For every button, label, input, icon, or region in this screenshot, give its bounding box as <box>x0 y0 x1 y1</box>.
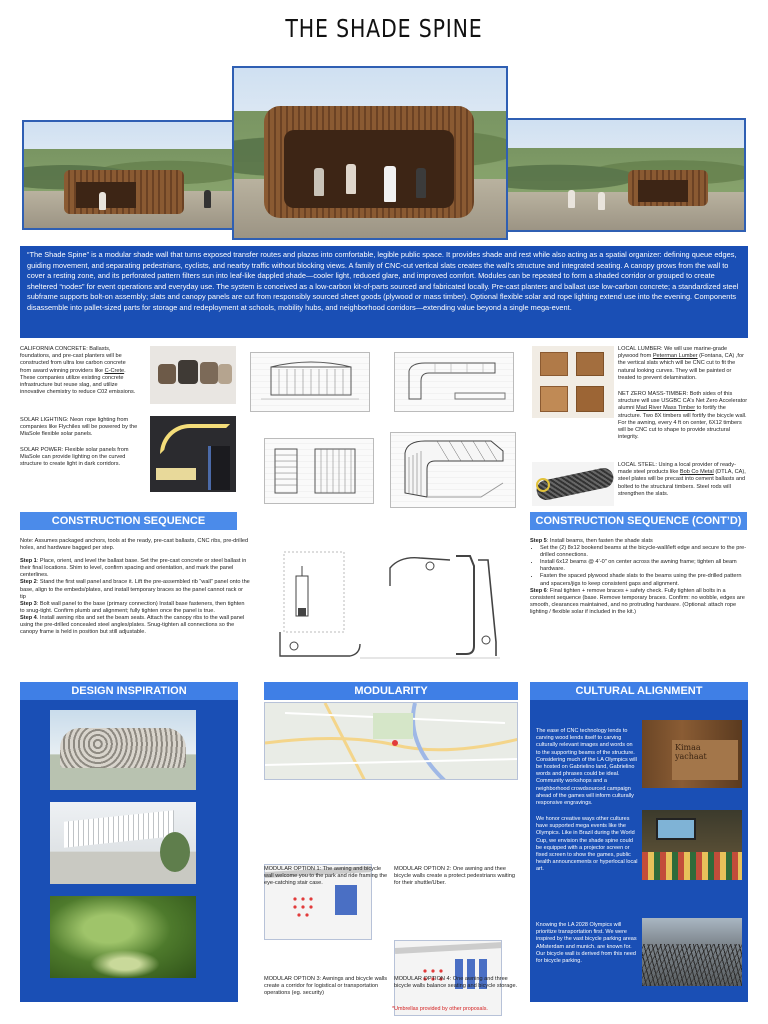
bob-co-metal-link[interactable]: Bob Co Metal <box>679 469 714 476</box>
modularity-map <box>264 702 518 780</box>
axonometric-drawing <box>390 432 516 508</box>
cultural-paragraph-3: Knowing the LA 2028 Olympics will prioritize transportation first. We were inspired by the vast bicycle parking areas AMsterdam and munich. are known for. Our bicycle wall is derived from this need for bicycle parking. <box>536 922 637 965</box>
cultural-paragraph-1: The ease of CNC technology lends to carving wood lends itself to carving culturally relevant images and words on to the supporting beams of the structure. Considering much of the LA Olympics will be hosted on Gabrielino land, Gabrielino words and phrases could be ideal. Community workshops and a neighborhood crowdsourced campaign ahead of the games will inform culturally responsive engravings. <box>536 728 637 807</box>
hero-photo-right <box>506 118 746 232</box>
steel-photo <box>532 462 614 506</box>
intro-paragraph: “The Shade Spine” is a modular shade wall that turns exposed transfer routes and plazas into comfortable, legible public space. It provides shade and rest while also acting as a spatial organizer: defining queue edges, guiding movement, and separating pedestrians, cyclists, and nearby traffic without blocking views. A family of CNC-cut vertical slats creates the wall’s structure and integrated seating. A canopy grows from the wall to cover a resting zone, and its perforated pattern filters sun into leaf-like dappled shade—cooler light, reduced glare, and improved comfort. Modules can be repeated to form a shaded corridor or grouped to create sheltered “nodes” for event operations and everyday use. The system is conceived as a low-carbon kit-of-parts sourced and fabricated locally. Pre-cast planters and ballast use low-carbon concrete; a standardized steel subframe supports bolt-on assembly; slats and canopy panels are cut from responsibly sourced sheet goods (plywood or mass timber). Optional flexible solar and rope lighting extend use into the evening. Components disassemble into pallet-sized parts for storage and redeployment at schools, mobility hubs, and neighborhood corridors—extending value beyond a single mega-event. <box>20 246 748 338</box>
design-inspiration-panel <box>20 682 238 1002</box>
construction-cont-steps <box>530 538 748 616</box>
map-svg <box>265 703 518 780</box>
lumber-photo <box>532 346 614 418</box>
c-crete-link[interactable]: C-Crete <box>104 367 125 374</box>
step-5-bullets <box>530 545 748 588</box>
cultural-alignment-header: CULTURAL ALIGNMENT <box>530 682 748 700</box>
solar-power-text: SOLAR POWER: Flexible solar panels from MiaSole can provide lighting on the curved structure to create light in dark corridors. <box>20 447 129 468</box>
side-elevation-svg <box>395 353 513 411</box>
inspiration-photo-2 <box>50 802 196 884</box>
axonometric-svg <box>391 433 515 507</box>
inspiration-photo-1 <box>50 710 196 790</box>
carved-sign-text: Kimaa yachaat <box>672 740 738 780</box>
step-1: Step 1: Place, orient, and level the ballast base. Set the pre-cast concrete or steel ballast in their final locations. Shim to level, confirm spacing and orientation, and mark the panel centerlines. <box>20 558 247 579</box>
option-2-caption: MODULAR OPTION 2: One awning and thee bicycle walls create a protect pedestrians waiting for their shuttle/Uber. <box>394 866 515 886</box>
bullet-item: • Install 6x12 beams @ 4’-0" on center across the awning frame; tighten all beam hardware. <box>540 559 748 573</box>
bullet-item: • Set the (2) 8x12 bookend beams at the bicycle-wall/left edge and secure to the pre-drilled connections. <box>540 545 748 559</box>
mad-river-link[interactable]: Mad River Mass Timber <box>636 405 696 412</box>
carved-sign-photo <box>642 720 742 788</box>
design-inspiration-header: DESIGN INSPIRATION <box>20 682 238 700</box>
construction-steps <box>20 538 250 636</box>
assembly-drawing <box>260 546 518 662</box>
umbrella-footnote: *Umbrellas provided by other proposals. <box>392 1006 488 1012</box>
bicycle-parking-photo <box>642 918 742 986</box>
hero-photo-center <box>232 66 508 240</box>
mass-timber-text: NET ZERO MASS-TIMBER: Both sides of this structure will use USGBC CA's Net Zero Accelerator alumni Mad River Mass Timber to fortify the structure. Two 8X timbers will fortify the bicycle wall. For the awning, every 4 ft on center, 6X12 timbers will be CNC cut to shape to provide structural integrity. <box>618 391 748 441</box>
step-4: Step 4. Install awning ribs and set the beam seats. Attach the canopy ribs to the wall panel using the pre-drilled concealed steel angles/plates. Snug-tighten all connections so the canopy frame is held in position but still adjustable. <box>20 614 245 636</box>
solar-lighting-text: SOLAR LIGHTING: Neon rope lighting from companies like Flychiles will be powered by the MiaSole flexible solar panels. <box>20 417 138 438</box>
hero-photo-left <box>22 120 234 230</box>
plan-drawing <box>264 438 374 504</box>
elevation-drawing <box>250 352 370 412</box>
step-6: Step 6: Final tighten + remove braces + safety check. Fully tighten all bolts in a consistent sequence (base. Remove temporary braces. Confirm: no wobble, edges are smooth, clearances maintained, and no protruding hardware. (Optional: attach rope lighting / flexible solar if included in the kit.) <box>530 587 745 615</box>
cultural-alignment-panel <box>530 682 748 1002</box>
side-elevation-drawing <box>394 352 514 412</box>
assembly-svg <box>260 546 518 662</box>
screen-viewing-photo <box>642 810 742 880</box>
option-4-caption: MODULAR OPTION 4: One awning and three bicycle walls balance seating and bicycle storage. <box>394 976 518 989</box>
bullet-item: • Fasten the spaced plywood shade slats to the beams using the pre-drilled pattern and spacers/jigs to keep consistent gaps and alignment. <box>540 573 748 587</box>
option-3-caption: MODULAR OPTION 3: Awnings and bicycle walls create a corridor for logistical or transportation operations (eg. security) <box>264 976 388 996</box>
modularity-header: MODULARITY <box>264 682 518 700</box>
step-3: Step 3: Bolt wall panel to the base (primary connection) Install base fasteners, then tighten to snug-tight. Confirm plumb and alignment; fully tighten once the panel is true. <box>20 600 245 614</box>
plan-svg <box>265 439 373 503</box>
inspiration-photo-3 <box>50 896 196 978</box>
concrete-sample-photo <box>150 346 236 404</box>
steel-text: LOCAL STEEL: Using a local provider of ready-made steel products like Bob Co Metal (DTLA, CA), steel plates will be precast into cement ballasts and bolted to the structural timbers. Steel rods will strengthen the slats. <box>618 462 746 497</box>
construction-note: Note: Assumes packaged anchors, tools at the ready, pre-cast ballasts, CNC ribs, pre-drilled holes, and hardware bagged per step. <box>20 538 249 552</box>
lumber-text: LOCAL LUMBER: We will use marine-grade plywood from Peterman Lumber (Fontana, CA) ,for the vertical slats which will be CNC cut to fit the natural looking curves. They will be painted or treated to prevent delamination. <box>618 346 744 381</box>
construction-sequence-header: CONSTRUCTION SEQUENCE <box>20 512 237 530</box>
cultural-paragraph-2: We honor creative ways other cultures have supported mega events like the Olympics. Like in Brazil during the World Cup, we envision the shade spine could be equipped with a projector screen or fixed screen to show the games, public health announcements or hyperlocal local art. <box>536 816 638 873</box>
option-1-caption: MODULAR OPTION 1: The awning and bicycle wall welcome you to the park and ride framing the eye-catching stair case. <box>264 866 388 886</box>
solar-lighting-photo <box>150 416 236 492</box>
construction-cont-header: CONSTRUCTION SEQUENCE (CONT’D) <box>530 512 747 530</box>
elevation-svg <box>251 353 369 411</box>
peterman-lumber-link[interactable]: Peterman Lumber <box>652 353 698 360</box>
page-title: THE SHADE SPINE <box>285 14 483 43</box>
concrete-text: CALIFORNIA CONCRETE: Ballasts, foundations, and pre-cast planters will be constructed from ultra low carbon concrete from award winning providers like C-Crete. These companies utilize existing concrete infrastructure but reuse slag, and utilize innovative chemistry to reduce C02 emissions. <box>20 346 136 396</box>
step-5: Step 5: Install beams, then fasten the shade slats <box>530 538 653 544</box>
step-2: Step 2: Stand the first wall panel and brace it. Lift the pre-assembled rib “wall” panel onto the base, align to the embeds/plates, and install temporary braces so the panel cannot rack or tip <box>20 579 250 600</box>
